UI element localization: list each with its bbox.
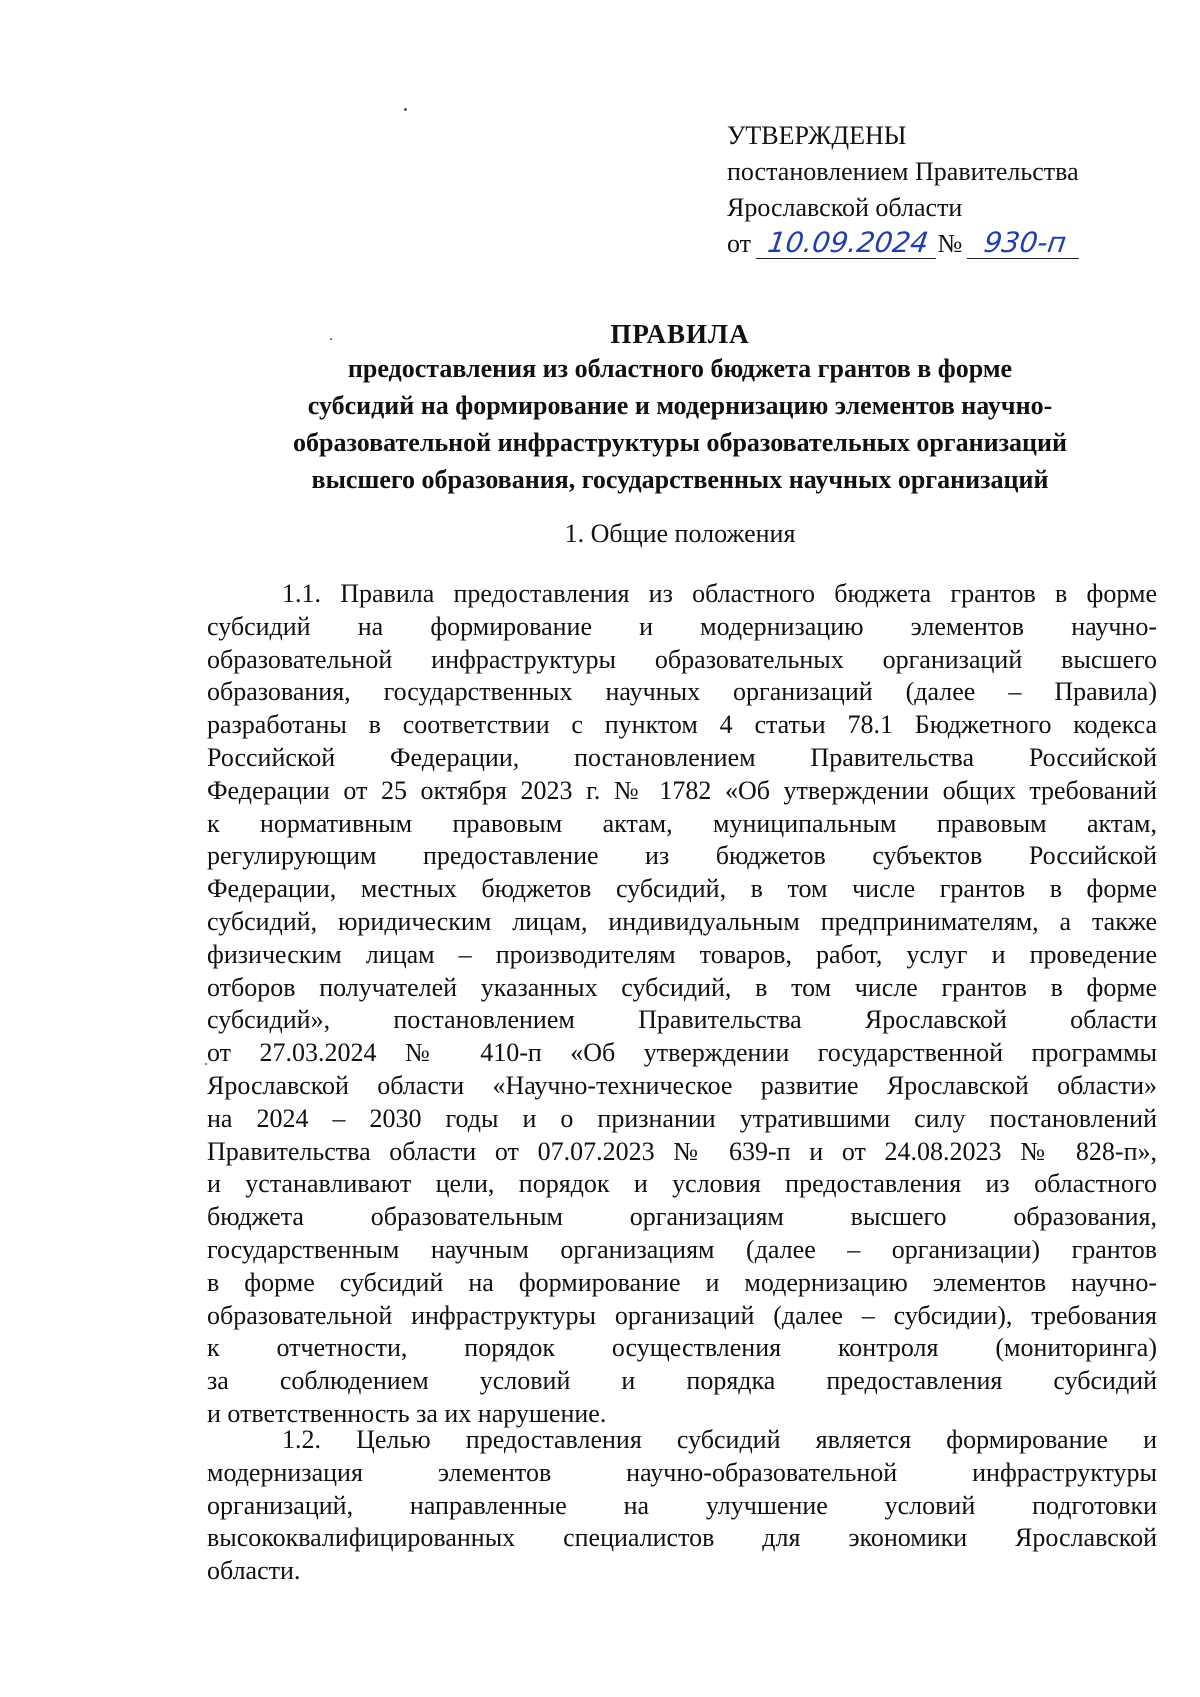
- paragraph-line: области.: [207, 1556, 301, 1586]
- paragraph-line: Федерации от 25 октября 2023 г. № 1782 «Об утверждении общих требований: [207, 775, 1157, 805]
- paragraph-line: за соблюдением условий и порядка предоставления субсидий: [207, 1366, 1157, 1396]
- paragraph-line: модернизация элементов научно-образовательной инфраструктуры: [207, 1457, 1157, 1487]
- paragraph-line: Правительства области от 07.07.2023 № 639-п и от 24.08.2023 № 828-п»,: [207, 1136, 1157, 1166]
- paragraph-1-2: [207, 1424, 1157, 1588]
- paragraph-line: субсидий на формирование и модернизацию элементов научно-: [207, 611, 1157, 641]
- approval-title: УТВЕРЖДЕНЫ: [727, 121, 907, 150]
- subtitle-line: предоставления из областного бюджета грантов в форме: [347, 354, 1013, 383]
- paragraph-line: образования, государственных научных организаций (далее – Правила): [207, 677, 1157, 707]
- number-sign: №: [937, 229, 963, 258]
- paragraph-line: государственным научным организациям (далее – организации) грантов: [207, 1234, 1157, 1264]
- handwritten-number: 930-п: [967, 228, 1083, 259]
- paragraph-line: образовательной инфраструктуры образовательных организаций высшего: [207, 644, 1157, 674]
- paragraph-line: Российской Федерации, постановлением Правительства Российской: [207, 742, 1157, 772]
- date-prefix: от: [727, 229, 752, 258]
- paragraph-line: высококвалифицированных специалистов для экономики Ярославской: [207, 1523, 1157, 1553]
- paragraph-line: физическим лицам – производителям товаров, работ, услуг и проведение: [207, 939, 1157, 969]
- paragraph-line: 1.1. Правила предоставления из областного бюджета грантов в форме: [282, 579, 1157, 608]
- paragraph-line: к отчетности, порядок осуществления контроля (мониторинга): [207, 1333, 1157, 1363]
- subtitle-line: высшего образования, государственных научных организаций: [311, 465, 1049, 494]
- paragraph-line: и устанавливают цели, порядок и условия предоставления из областного: [207, 1169, 1157, 1199]
- document-subtitle: [200, 350, 1160, 498]
- section-heading: 1. Общие положения: [564, 519, 796, 548]
- paragraph-line: отборов получателей указанных субсидий, в том числе грантов в форме: [207, 972, 1157, 1002]
- approval-block: [727, 118, 1167, 262]
- paragraph-line: в форме субсидий на формирование и модернизацию элементов научно-: [207, 1267, 1157, 1297]
- paragraph-line: субсидий», постановлением Правительства Ярославской области: [207, 1005, 1157, 1035]
- paragraph-line: разработаны в соответствии с пунктом 4 статьи 78.1 Бюджетного кодекса: [207, 710, 1157, 740]
- approval-date-line: [727, 226, 1167, 262]
- handwritten-date: 10.09.2024: [755, 228, 939, 259]
- paragraph-line: Федерации, местных бюджетов субсидий, в том числе грантов в форме: [207, 874, 1157, 904]
- paragraph-1-1: [207, 578, 1157, 1431]
- approval-line-2: постановлением Правительства: [727, 157, 1079, 186]
- document-title: ПРАВИЛА: [610, 319, 750, 349]
- paragraph-line: образовательной инфраструктуры организаций (далее – субсидии), требования: [207, 1300, 1157, 1330]
- paragraph-line: организаций, направленные на улучшение условий подготовки: [207, 1490, 1157, 1520]
- subtitle-line: образовательной инфраструктуры образовательных организаций: [293, 428, 1067, 457]
- paragraph-line: и ответственность за их нарушение.: [207, 1398, 607, 1428]
- approval-line-3: Ярославской области: [727, 193, 963, 222]
- paragraph-line: регулирующим предоставление из бюджетов субъектов Российской: [207, 841, 1157, 871]
- paragraph-line: к нормативным правовым актам, муниципальным правовым актам,: [207, 808, 1157, 838]
- paragraph-line: на 2024 – 2030 годы и о признании утратившими силу постановлений: [207, 1103, 1157, 1133]
- paragraph-line: от 27.03.2024 № 410-п «Об утверждении государственной программы: [207, 1038, 1157, 1068]
- subtitle-line: субсидий на формирование и модернизацию элементов научно-: [307, 391, 1053, 420]
- scan-speck: [404, 108, 407, 111]
- paragraph-line: субсидий, юридическим лицам, индивидуальным предпринимателям, а также: [207, 906, 1157, 936]
- paragraph-line: Ярославской области «Научно-техническое развитие Ярославской области»: [207, 1070, 1157, 1100]
- paragraph-line: 1.2. Целью предоставления субсидий является формирование и: [282, 1425, 1157, 1454]
- paragraph-line: бюджета образовательным организациям высшего образования,: [207, 1202, 1157, 1232]
